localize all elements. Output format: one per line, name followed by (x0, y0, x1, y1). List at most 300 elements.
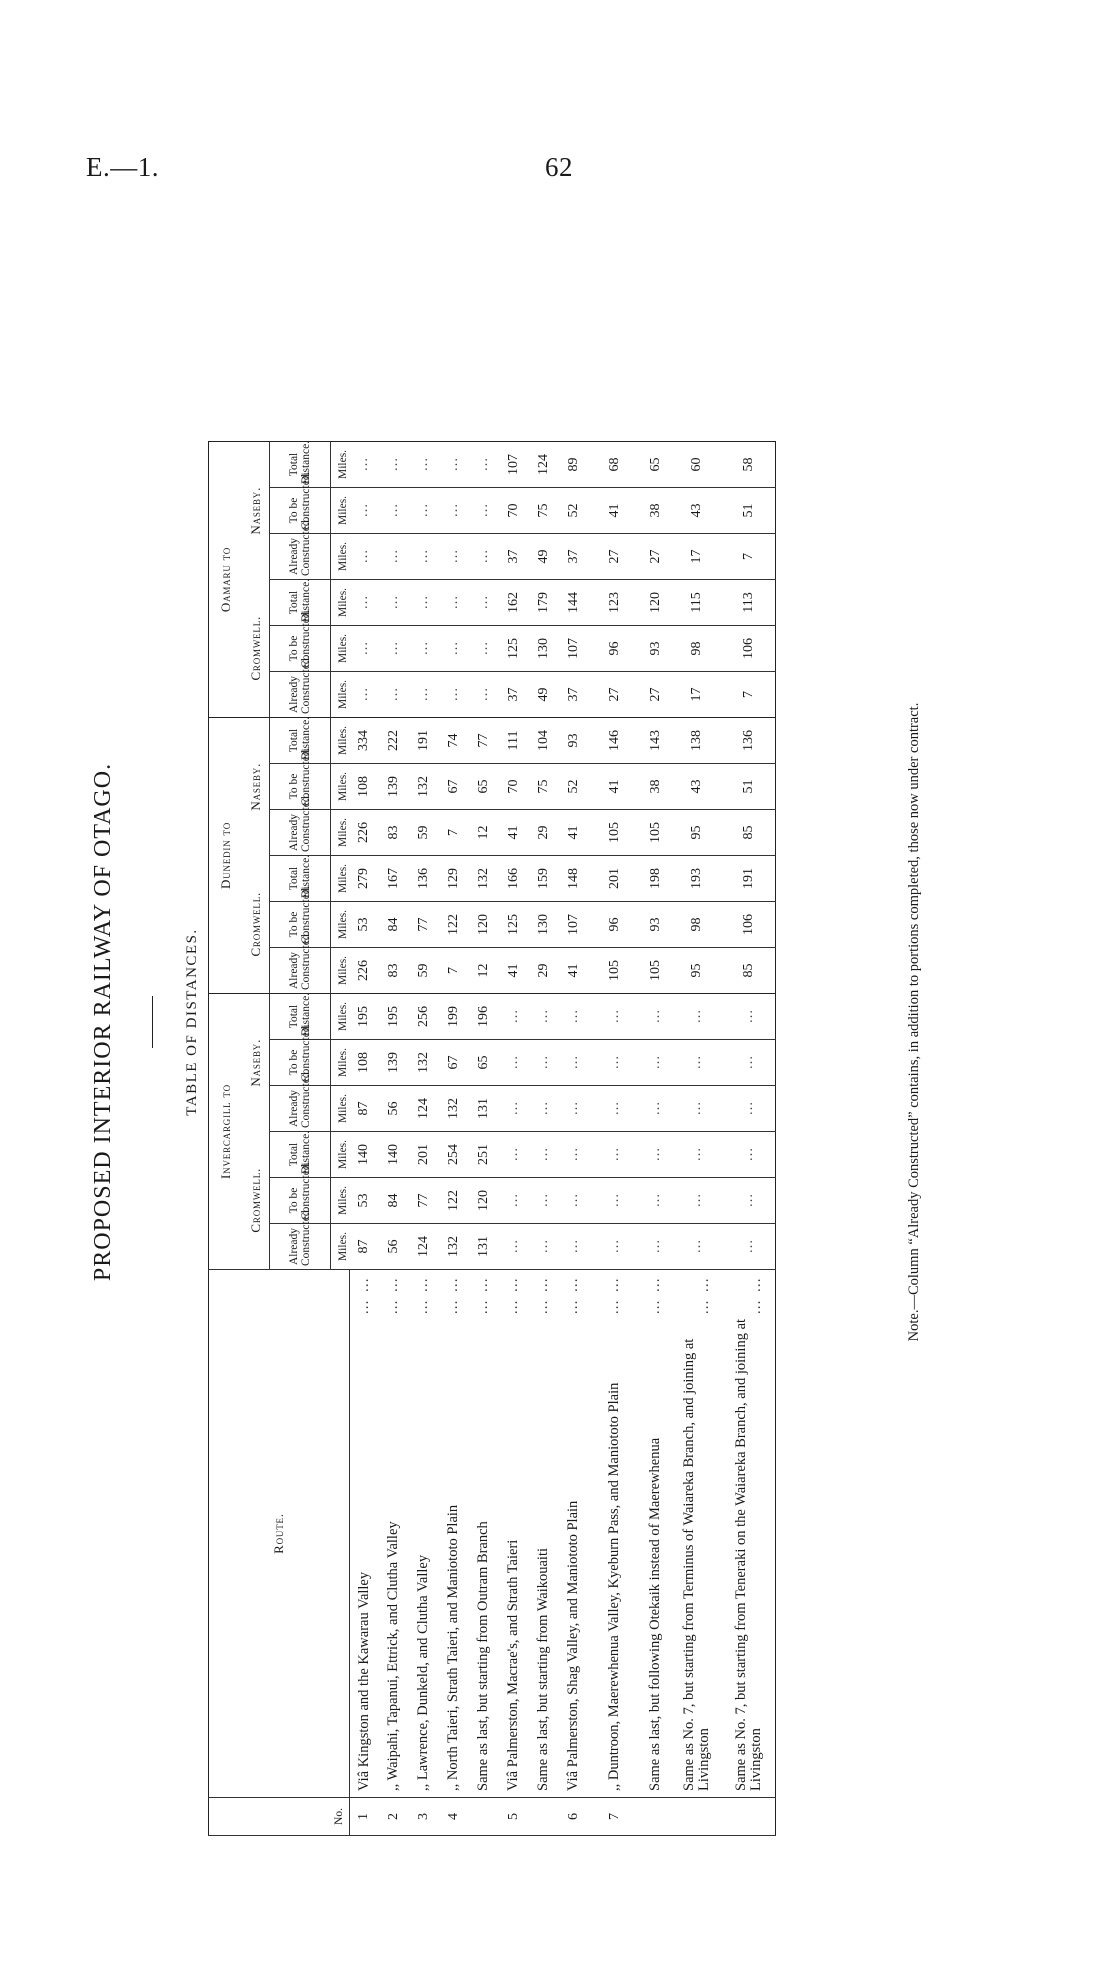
row-number (671, 1798, 723, 1836)
route-dots: … … (606, 1276, 623, 1315)
value-cell: … (641, 1086, 671, 1132)
value-cell: 132 (469, 855, 499, 901)
table-row (723, 441, 775, 1835)
route-wrap (506, 1276, 521, 1791)
value-cell: 191 (723, 855, 775, 901)
value-cell: 77 (469, 717, 499, 763)
value-cell: … (641, 1224, 671, 1270)
value-cell: 107 (559, 901, 589, 947)
subgroup-header: Cromwell. (243, 579, 270, 717)
value-cell: 96 (589, 625, 641, 671)
value-cell: 41 (559, 947, 589, 993)
value-cell: 37 (499, 671, 529, 717)
value-cell: … (409, 625, 439, 671)
value-cell: 84 (379, 901, 409, 947)
value-cell: 146 (589, 717, 641, 763)
value-cell: 75 (529, 487, 559, 533)
route-dots: … … (415, 1276, 432, 1315)
value-cell: 140 (349, 1132, 379, 1178)
value-cell: 125 (499, 625, 529, 671)
value-cell: … (409, 671, 439, 717)
route-text: Viâ Kingston and the Kawarau Valley (355, 1571, 372, 1791)
row-number (469, 1798, 499, 1836)
value-cell: 108 (349, 1040, 379, 1086)
route-cell (379, 1270, 409, 1798)
value-cell: … (641, 1178, 671, 1224)
subgroup-header: Cromwell. (243, 1132, 270, 1270)
value-cell: 122 (439, 1178, 469, 1224)
route-dots: … … (385, 1276, 402, 1315)
rotated-page-body (74, 202, 974, 1842)
value-cell: … (409, 487, 439, 533)
value-cell: 105 (641, 809, 671, 855)
value-cell: 138 (671, 717, 723, 763)
value-cell: 148 (559, 855, 589, 901)
row-number (723, 1798, 775, 1836)
value-cell: … (589, 1040, 641, 1086)
subgroup-header: Naseby. (243, 717, 270, 855)
route-dots: … … (475, 1276, 492, 1315)
value-cell: 132 (409, 763, 439, 809)
table-row (349, 441, 379, 1835)
value-cell: 131 (469, 1224, 499, 1270)
table-row (671, 441, 723, 1835)
value-cell: 58 (723, 441, 775, 487)
route-cell (499, 1270, 529, 1798)
value-cell: 87 (349, 1224, 379, 1270)
value-cell: 51 (723, 763, 775, 809)
unit-label: Miles. (331, 1178, 350, 1224)
value-cell: 27 (589, 671, 641, 717)
value-cell: … (723, 993, 775, 1039)
column-header: Total Distance. (270, 441, 331, 487)
value-cell: 41 (589, 487, 641, 533)
value-cell: 105 (589, 947, 641, 993)
value-cell: 226 (349, 809, 379, 855)
route-dots: … … (565, 1276, 582, 1315)
value-cell: 37 (499, 533, 529, 579)
value-cell: … (499, 1086, 529, 1132)
value-cell: 43 (671, 487, 723, 533)
value-cell: … (671, 993, 723, 1039)
route-cell (529, 1270, 559, 1798)
value-cell: 162 (499, 579, 529, 625)
value-cell: … (641, 993, 671, 1039)
value-cell: … (349, 625, 379, 671)
value-cell: … (409, 441, 439, 487)
unit-label: Miles. (331, 809, 350, 855)
route-dots: … … (445, 1276, 462, 1315)
value-cell: 115 (671, 579, 723, 625)
value-cell: 49 (529, 533, 559, 579)
value-cell: 7 (723, 533, 775, 579)
value-cell: 124 (409, 1224, 439, 1270)
value-cell: 107 (559, 625, 589, 671)
unit-label: Miles. (331, 625, 350, 671)
value-cell: 105 (589, 809, 641, 855)
column-header: Already Constructed. (270, 671, 331, 717)
column-header: Already Constructed. (270, 809, 331, 855)
value-cell: … (379, 441, 409, 487)
route-cell (641, 1270, 671, 1798)
value-cell: 74 (439, 717, 469, 763)
value-cell: 65 (641, 441, 671, 487)
route-cell (349, 1270, 379, 1798)
row-number: 1 (349, 1798, 379, 1836)
value-cell: 191 (409, 717, 439, 763)
column-header: Total Distance. (270, 579, 331, 625)
value-cell: 65 (469, 763, 499, 809)
value-cell: … (439, 533, 469, 579)
value-cell: … (469, 441, 499, 487)
value-cell: … (379, 533, 409, 579)
value-cell: 17 (671, 533, 723, 579)
header-row-groups (209, 441, 244, 1835)
value-cell: 136 (723, 717, 775, 763)
value-cell: 38 (641, 487, 671, 533)
value-cell: 65 (469, 1040, 499, 1086)
value-cell: 254 (439, 1132, 469, 1178)
value-cell: 104 (529, 717, 559, 763)
row-number: 5 (499, 1798, 529, 1836)
value-cell: … (379, 625, 409, 671)
value-cell: 77 (409, 901, 439, 947)
value-cell: … (379, 671, 409, 717)
route-wrap (446, 1276, 461, 1791)
value-cell: 201 (409, 1132, 439, 1178)
route-wrap (607, 1276, 622, 1791)
value-cell: … (723, 1040, 775, 1086)
value-cell: 279 (349, 855, 379, 901)
value-cell: … (671, 1132, 723, 1178)
column-header: To be Constructed. (270, 901, 331, 947)
route-text: Same as No. 7, but starting from Teneraki on the Waiareka Branch, and joining at Livingston (732, 1318, 764, 1791)
value-cell: … (559, 1224, 589, 1270)
value-cell: 12 (469, 809, 499, 855)
row-number: 6 (559, 1798, 589, 1836)
unit-label: Miles. (331, 533, 350, 579)
value-cell: … (641, 1132, 671, 1178)
table-row (589, 441, 641, 1835)
value-cell: … (499, 993, 529, 1039)
value-cell: 159 (529, 855, 559, 901)
column-header: Total Distance. (270, 1132, 331, 1178)
value-cell: 139 (379, 1040, 409, 1086)
value-cell: 226 (349, 947, 379, 993)
value-cell: 196 (469, 993, 499, 1039)
value-cell: 179 (529, 579, 559, 625)
value-cell: 140 (379, 1132, 409, 1178)
unit-label: Miles. (331, 763, 350, 809)
page-number: 62 (545, 152, 573, 182)
value-cell: 27 (589, 533, 641, 579)
value-cell: 106 (723, 901, 775, 947)
title-rule (152, 996, 153, 1048)
value-cell: 49 (529, 671, 559, 717)
value-cell: 106 (723, 625, 775, 671)
subgroup-header: Naseby. (243, 441, 270, 579)
value-cell: … (641, 1040, 671, 1086)
route-cell (671, 1270, 723, 1798)
value-cell: … (589, 1178, 641, 1224)
value-cell: 95 (671, 947, 723, 993)
value-cell: 27 (641, 671, 671, 717)
value-cell: 139 (379, 763, 409, 809)
value-cell: 113 (723, 579, 775, 625)
value-cell: … (349, 533, 379, 579)
value-cell: 59 (409, 947, 439, 993)
column-header: To be Constructed. (270, 763, 331, 809)
value-cell: 83 (379, 947, 409, 993)
value-cell: 41 (559, 809, 589, 855)
value-cell: … (439, 579, 469, 625)
value-cell: 199 (439, 993, 469, 1039)
unit-label: Miles. (331, 487, 350, 533)
value-cell: 120 (641, 579, 671, 625)
table-row (559, 441, 589, 1835)
route-dots: … … (535, 1276, 552, 1315)
value-cell: 52 (559, 487, 589, 533)
value-cell: 41 (499, 947, 529, 993)
value-cell: … (589, 1224, 641, 1270)
value-cell: 129 (439, 855, 469, 901)
row-number: 4 (439, 1798, 469, 1836)
value-cell: 67 (439, 763, 469, 809)
value-cell: … (529, 1178, 559, 1224)
value-cell: … (469, 671, 499, 717)
value-cell: 53 (349, 1178, 379, 1224)
value-cell: … (379, 579, 409, 625)
value-cell: 108 (349, 763, 379, 809)
route-dots: … … (355, 1276, 372, 1315)
value-cell: 193 (671, 855, 723, 901)
row-number: 7 (589, 1798, 641, 1836)
value-cell: … (439, 441, 469, 487)
column-header: Already Constructed. (270, 947, 331, 993)
value-cell: 56 (379, 1224, 409, 1270)
value-cell: 7 (439, 947, 469, 993)
unit-label: Miles. (331, 1086, 350, 1132)
value-cell: 125 (499, 901, 529, 947)
value-cell: 222 (379, 717, 409, 763)
value-cell: … (671, 1040, 723, 1086)
value-cell: 131 (469, 1086, 499, 1132)
row-number: 3 (409, 1798, 439, 1836)
route-text: Viâ Palmerston, Shag Valley, and Maniototo Plain (565, 1500, 582, 1791)
unit-label: Miles. (331, 441, 350, 487)
value-cell: 198 (641, 855, 671, 901)
subgroup-header: Naseby. (243, 993, 270, 1131)
value-cell: … (529, 993, 559, 1039)
value-cell: 85 (723, 809, 775, 855)
value-cell: … (529, 1132, 559, 1178)
unit-label: Miles. (331, 901, 350, 947)
value-cell: … (379, 487, 409, 533)
distance-table (208, 441, 776, 1836)
value-cell: … (589, 993, 641, 1039)
value-cell: 95 (671, 809, 723, 855)
value-cell: 83 (379, 809, 409, 855)
value-cell: … (723, 1086, 775, 1132)
value-cell: … (671, 1086, 723, 1132)
value-cell: … (723, 1224, 775, 1270)
value-cell: 84 (379, 1178, 409, 1224)
value-cell: 51 (723, 487, 775, 533)
route-wrap (734, 1276, 764, 1791)
value-cell: 132 (439, 1086, 469, 1132)
route-text: ,, North Taieri, Strath Taieri, and Maniototo Plain (445, 1504, 462, 1791)
value-cell: 89 (559, 441, 589, 487)
value-cell: … (349, 579, 379, 625)
route-cell (439, 1270, 469, 1798)
row-number (529, 1798, 559, 1836)
value-cell: 70 (499, 763, 529, 809)
route-text: ,, Duntroon, Maerewhenua Valley, Kyeburn Pass, and Maniototo Plain (606, 1382, 623, 1791)
route-dots: … … (647, 1276, 664, 1315)
value-cell: … (559, 1132, 589, 1178)
value-cell: 105 (641, 947, 671, 993)
column-header: Total Distance. (270, 717, 331, 763)
column-header: Already Constructed. (270, 1224, 331, 1270)
table-row (641, 441, 671, 1835)
value-cell: 256 (409, 993, 439, 1039)
row-number (641, 1798, 671, 1836)
route-cell (409, 1270, 439, 1798)
value-cell: 132 (439, 1224, 469, 1270)
column-header: To be Constructed. (270, 487, 331, 533)
value-cell: 124 (409, 1086, 439, 1132)
column-header-no: No. (209, 1798, 350, 1836)
value-cell: … (469, 625, 499, 671)
value-cell: … (529, 1224, 559, 1270)
value-cell: 38 (641, 763, 671, 809)
subgroup-header: Cromwell. (243, 855, 270, 993)
column-header: Already Constructed. (270, 1086, 331, 1132)
route-text: Viâ Palmerston, Macrae's, and Strath Taieri (505, 1539, 522, 1791)
value-cell: … (469, 579, 499, 625)
column-header: Already Constructed. (270, 533, 331, 579)
value-cell: 111 (499, 717, 529, 763)
value-cell: 195 (349, 993, 379, 1039)
value-cell: 98 (671, 625, 723, 671)
main-title: PROPOSED INTERIOR RAILWAY OF OTAGO. (90, 762, 116, 1282)
value-cell: 136 (409, 855, 439, 901)
value-cell: 201 (589, 855, 641, 901)
table-title: TABLE OF DISTANCES. (184, 928, 200, 1116)
unit-label: Miles. (331, 1132, 350, 1178)
value-cell: 29 (529, 947, 559, 993)
value-cell: … (559, 1040, 589, 1086)
value-cell: 120 (469, 1178, 499, 1224)
table-row (469, 441, 499, 1835)
unit-label: Miles. (331, 671, 350, 717)
column-header: To be Constructed. (270, 625, 331, 671)
value-cell: 130 (529, 625, 559, 671)
unit-label: Miles. (331, 855, 350, 901)
value-cell: 93 (641, 901, 671, 947)
value-cell: 75 (529, 763, 559, 809)
route-cell (589, 1270, 641, 1798)
value-cell: 43 (671, 763, 723, 809)
value-cell: 85 (723, 947, 775, 993)
value-cell: 143 (641, 717, 671, 763)
value-cell: … (469, 533, 499, 579)
value-cell: 93 (559, 717, 589, 763)
value-cell: … (723, 1178, 775, 1224)
value-cell: 334 (349, 717, 379, 763)
value-cell: 37 (559, 533, 589, 579)
route-wrap (386, 1276, 401, 1791)
value-cell: … (559, 1178, 589, 1224)
route-dots: … … (696, 1276, 713, 1315)
route-text: ,, Lawrence, Dunkeld, and Clutha Valley (415, 1554, 432, 1791)
value-cell: … (589, 1132, 641, 1178)
value-cell: … (349, 487, 379, 533)
value-cell: … (439, 625, 469, 671)
route-wrap (682, 1276, 712, 1791)
value-cell: 7 (439, 809, 469, 855)
group-header: Dunedin to (209, 717, 244, 993)
value-cell: 70 (499, 487, 529, 533)
value-cell: 41 (589, 763, 641, 809)
value-cell: … (409, 533, 439, 579)
value-cell: 17 (671, 671, 723, 717)
route-text: Same as last, but starting from Waikouaiti (535, 1547, 552, 1791)
value-cell: 37 (559, 671, 589, 717)
value-cell: 124 (529, 441, 559, 487)
unit-label: Miles. (331, 1040, 350, 1086)
value-cell: 41 (499, 809, 529, 855)
unit-label: Miles. (331, 1224, 350, 1270)
value-cell: 120 (469, 901, 499, 947)
value-cell: 98 (671, 901, 723, 947)
value-cell: 123 (589, 579, 641, 625)
route-text: Same as No. 7, but starting from Terminus of Waiareka Branch, and joining at Livingston (680, 1338, 713, 1791)
column-header: To be Constructed. (270, 1178, 331, 1224)
document-code: E.—1. (86, 152, 159, 182)
value-cell: 12 (469, 947, 499, 993)
column-header: Total Distance. (270, 993, 331, 1039)
route-cell (469, 1270, 499, 1798)
value-cell: … (439, 487, 469, 533)
route-text: Same as last, but starting from Outram Branch (475, 1521, 492, 1791)
unit-label: Miles. (331, 993, 350, 1039)
table-row (499, 441, 529, 1835)
value-cell: 29 (529, 809, 559, 855)
value-cell: … (671, 1178, 723, 1224)
route-wrap (476, 1276, 491, 1791)
value-cell: 67 (439, 1040, 469, 1086)
group-header: Invercargill to (209, 993, 244, 1269)
route-wrap (357, 1276, 372, 1791)
route-cell (559, 1270, 589, 1798)
route-cell (723, 1270, 775, 1798)
value-cell: 166 (499, 855, 529, 901)
group-header: Oamaru to (209, 441, 244, 717)
value-cell: 77 (409, 1178, 439, 1224)
value-cell: … (499, 1132, 529, 1178)
value-cell: 122 (439, 901, 469, 947)
unit-label: Miles. (331, 947, 350, 993)
table-row (409, 441, 439, 1835)
value-cell: 7 (723, 671, 775, 717)
value-cell: … (499, 1040, 529, 1086)
value-cell: 93 (641, 625, 671, 671)
value-cell: 167 (379, 855, 409, 901)
value-cell: … (409, 579, 439, 625)
value-cell: 195 (379, 993, 409, 1039)
value-cell: … (439, 671, 469, 717)
